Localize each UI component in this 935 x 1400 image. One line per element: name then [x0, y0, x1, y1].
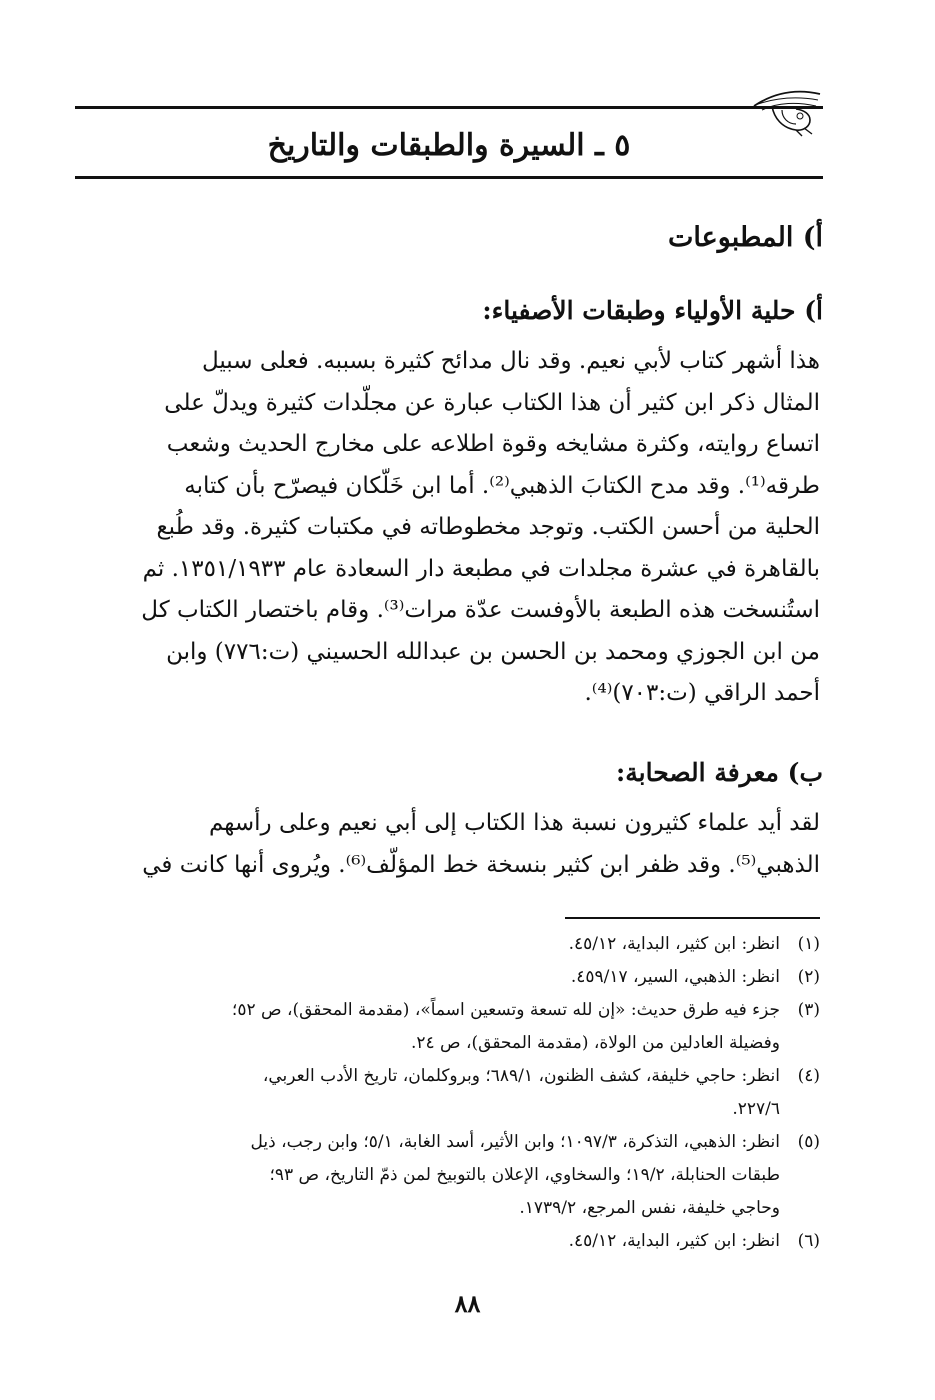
footnote-line: انظر: ابن كثير، البداية، ٤٥/١٢. — [568, 1231, 780, 1251]
text-line: أحمد الراقي (ت:٧٠٣)⁽⁴⁾. — [584, 680, 820, 706]
page-number: ٨٨ — [454, 1289, 481, 1318]
footnote — [72, 928, 820, 961]
footnote-text — [72, 928, 780, 961]
text-line: لقد أيد علماء كثيرون نسبة هذا الكتاب إلى أبي نعيم وعلى رأسهم — [208, 810, 820, 836]
footnote-line: ٢٢٧/٦. — [732, 1099, 780, 1119]
footnote-line: طبقات الحنابلة، ١٩/٢؛ والسخاوي، الإعلان بالتوبيخ لمن ذمّ التاريخ، ص ٩٣؛ — [269, 1165, 780, 1185]
subsection-heading: أ) حلية الأولياء وطبقات الأصفياء: — [482, 296, 823, 325]
text-line: الذهبي⁽⁵⁾. وقد ظفر ابن كثير بنسخة خط المؤلّف⁽⁶⁾. ويُروى أنها كانت في — [142, 851, 820, 878]
header-rule-top — [75, 106, 823, 109]
footnote-line: وحاجي خليفة، نفس المرجع، ١٧٣٩/٢. — [519, 1198, 780, 1218]
footnote-text — [72, 961, 780, 994]
chapter-title: ٥ ـ السيرة والطبقات والتاريخ — [267, 128, 631, 163]
section-heading: أ) المطبوعات — [667, 222, 823, 253]
subsection-heading: ب) معرفة الصحابة: — [616, 758, 823, 787]
footnote — [72, 961, 820, 994]
footnote-number: (٢) — [797, 967, 820, 987]
text-line: الحلية من أحسن الكتب. وتوجد مخطوطاته في مكتبات كثيرة. وقد طُبع — [156, 514, 820, 540]
footnote-number: (٥) — [797, 1132, 820, 1152]
text-line: المثال ذكر ابن كثير أن هذا الكتاب عبارة عن مجلّدات كثيرة ويدلّ على — [164, 389, 820, 416]
footnote-separator — [565, 917, 820, 919]
text-line: هذا أشهر كتاب لأبي نعيم. وقد نال مدائح كثيرة بسببه. فعلى سبيل — [201, 348, 820, 374]
footnote-number: (٤) — [797, 1066, 820, 1086]
footnote — [72, 1060, 820, 1126]
text-line: من ابن الجوزي ومحمد بن الحسن بن عبدالله الحسيني (ت:٧٧٦) وابن — [166, 638, 820, 665]
paragraph-marifa — [72, 803, 820, 886]
footnote-line: وفضيلة العادلين من الولاة، (مقدمة المحقق)، ص ٢٤. — [410, 1033, 780, 1053]
footnote-number: (٣) — [797, 1000, 820, 1020]
text-line: بالقاهرة في عشرة مجلدات في مطبعة دار السعادة عام ١٣٥١/١٩٣٣. ثم — [142, 555, 820, 582]
footnote-text — [72, 1225, 780, 1258]
footnote-line: جزء فيه طرق حديث: «إن لله تسعة وتسعين اسماً»، (مقدمة المحقق)، ص ٥٢؛ — [231, 1000, 780, 1020]
footnote-number: (٦) — [797, 1231, 820, 1251]
footnote-text — [72, 1126, 780, 1225]
text-line: استُنسخت هذه الطبعة بالأوفست عدّة مرات⁽³⁾. وقام باختصار الكتاب كل — [141, 597, 820, 623]
header-rule-bottom — [75, 176, 823, 179]
footnotes — [72, 928, 820, 1258]
footnote — [72, 1225, 820, 1258]
footnote-number: (١) — [797, 934, 820, 954]
footnote-text — [72, 994, 780, 1060]
paragraph-hilya — [72, 341, 820, 715]
footnote — [72, 1126, 820, 1225]
footnote-line: انظر: الذهبي، التذكرة، ١٠٩٧/٣؛ وابن الأثير، أسد الغابة، ٥/١؛ وابن رجب، ذيل — [250, 1132, 780, 1152]
footnote — [72, 994, 820, 1060]
footnote-line: انظر: ابن كثير، البداية، ٤٥/١٢. — [568, 934, 780, 954]
footnote-text — [72, 1060, 780, 1126]
footnote-line: انظر: حاجي خليفة، كشف الظنون، ٦٨٩/١؛ وبروكلمان، تاريخ الأدب العربي، — [262, 1066, 780, 1086]
footnote-line: انظر: الذهبي، السير، ٤٥٩/١٧. — [570, 967, 780, 987]
text-line: اتساع روايته، وكثرة مشايخه وقوة اطلاعه على مخارج الحديث وشعب — [166, 431, 820, 457]
text-line: طرقه⁽¹⁾. وقد مدح الكتابَ الذهبي⁽²⁾. أما ابن خَلّكان فيصرّح بأن كتابه — [184, 472, 820, 499]
